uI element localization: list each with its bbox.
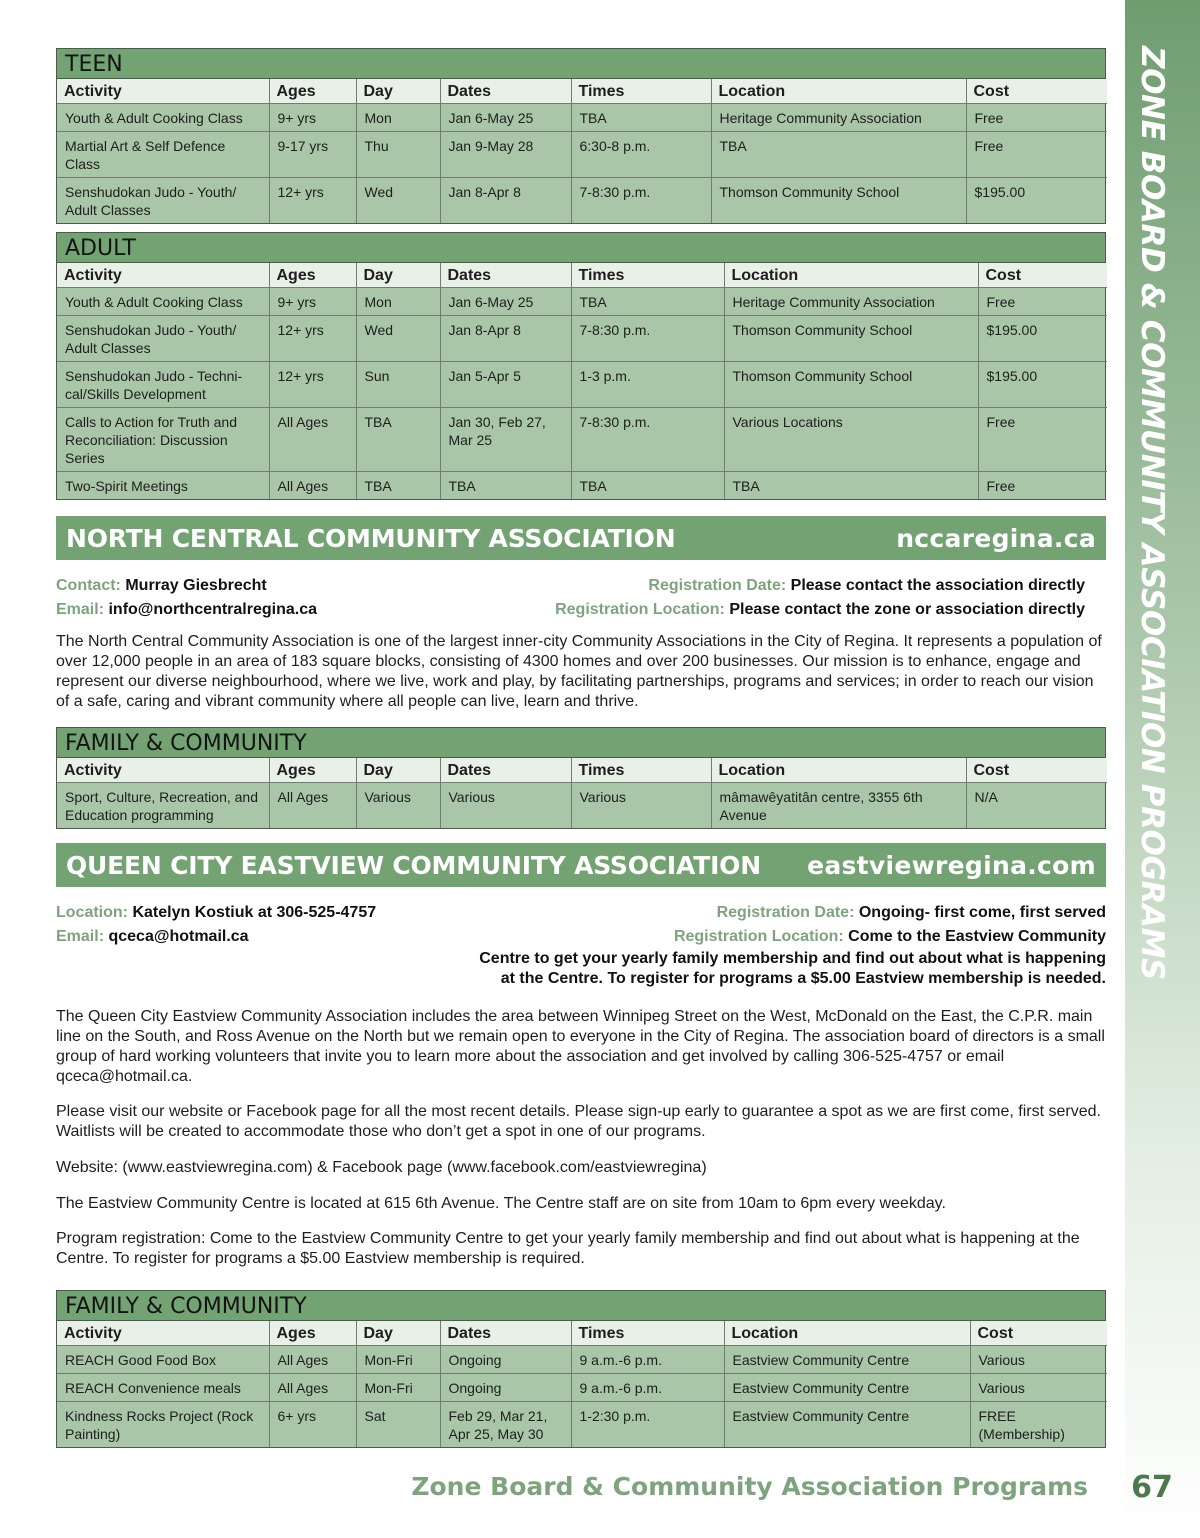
qceca-registration-location-cont-2: at the Centre. To register for programs a $5.00 Eastview membership is needed. <box>500 970 1106 987</box>
reg-date-value: Ongoing- first come, first served <box>858 904 1106 921</box>
program-grid <box>57 263 1107 499</box>
activity-cell: REACH Convenience meals <box>57 1373 269 1401</box>
day-cell: Mon-Fri <box>356 1345 440 1373</box>
column-header-location: Location <box>724 1321 970 1345</box>
table-row <box>57 471 1107 499</box>
table-row <box>57 177 1107 223</box>
column-header-activity: Activity <box>57 263 269 287</box>
ncca-registration-location <box>555 598 1085 622</box>
cost-cell: Various <box>970 1373 1107 1401</box>
table-row <box>57 103 1107 131</box>
location-cell: Various Locations <box>724 407 978 471</box>
activity-cell: Youth & Adult Cooking Class <box>57 287 269 315</box>
ages-cell: All Ages <box>269 782 356 828</box>
qceca-banner <box>56 843 1106 887</box>
day-cell: TBA <box>356 471 440 499</box>
times-cell: TBA <box>571 471 724 499</box>
ages-cell: 9+ yrs <box>269 287 356 315</box>
cost-cell: Free <box>966 131 1107 177</box>
ages-cell: 12+ yrs <box>269 177 356 223</box>
column-header-ages: Ages <box>269 263 356 287</box>
day-cell: Various <box>356 782 440 828</box>
table-title: FAMILY & COMMUNITY <box>57 1291 1105 1321</box>
column-header-times: Times <box>571 1321 724 1345</box>
ncca-contact <box>56 574 267 598</box>
column-header-ages: Ages <box>269 79 356 103</box>
column-header-cost: Cost <box>978 263 1107 287</box>
reg-date-value: Please contact the association directly <box>790 577 1085 594</box>
table-title: ADULT <box>57 233 1105 263</box>
ages-cell: 9-17 yrs <box>269 131 356 177</box>
ncca-description: The North Central Community Association is one of the largest inner-city Community Associations in the City of Regina. It represents a population of over 12,000 people in an area of 183 square blocks, consisting of 4300 homes and over 200 businesses. Our mission is to enhance, engage and represent our diverse neighbourhood, where we live, work and play, by facilitating partnerships, programs and services; in order to reach our vision of a safe, caring and vibrant community where all people can live, learn and thrive. <box>56 633 1102 710</box>
day-cell: Mon-Fri <box>356 1373 440 1401</box>
location-cell: Thomson Community School <box>724 361 978 407</box>
day-cell: Wed <box>356 315 440 361</box>
ages-cell: All Ages <box>269 407 356 471</box>
dates-cell: Jan 8-Apr 8 <box>440 177 571 223</box>
contact-label: Contact: <box>56 577 121 594</box>
table-row <box>57 782 1107 828</box>
dates-cell: Jan 6-May 25 <box>440 287 571 315</box>
column-header-dates: Dates <box>440 1321 571 1345</box>
day-cell: Wed <box>356 177 440 223</box>
header-row <box>57 1321 1107 1345</box>
column-header-dates: Dates <box>440 758 571 782</box>
column-header-cost: Cost <box>970 1321 1107 1345</box>
program-grid <box>57 1321 1107 1447</box>
qceca-program-table <box>56 1290 1106 1448</box>
times-cell: 1-3 p.m. <box>571 361 724 407</box>
ages-cell: 12+ yrs <box>269 315 356 361</box>
times-cell: 6:30-8 p.m. <box>571 131 711 177</box>
dates-cell: Jan 6-May 25 <box>440 103 571 131</box>
ages-cell: All Ages <box>269 1373 356 1401</box>
day-cell: Sun <box>356 361 440 407</box>
column-header-cost: Cost <box>966 758 1107 782</box>
dates-cell: Jan 8-Apr 8 <box>440 315 571 361</box>
column-header-activity: Activity <box>57 758 269 782</box>
times-cell: 7-8:30 p.m. <box>571 177 711 223</box>
ages-cell: 12+ yrs <box>269 361 356 407</box>
dates-cell: Jan 5-Apr 5 <box>440 361 571 407</box>
column-header-times: Times <box>571 79 711 103</box>
cost-cell: Free <box>978 407 1107 471</box>
cost-cell: N/A <box>966 782 1107 828</box>
column-header-location: Location <box>711 79 966 103</box>
day-cell: TBA <box>356 407 440 471</box>
column-header-activity: Activity <box>57 1321 269 1345</box>
column-header-dates: Dates <box>440 263 571 287</box>
ncca-banner <box>56 516 1106 560</box>
qceca-email <box>56 925 249 949</box>
times-cell: 9 a.m.-6 p.m. <box>571 1345 724 1373</box>
ncca-title: NORTH CENTRAL COMMUNITY ASSOCIATION <box>66 524 676 553</box>
dates-cell: Ongoing <box>440 1345 571 1373</box>
activity-cell: Sport, Culture, Recreation, and Education programming <box>57 782 269 828</box>
qceca-location <box>56 901 376 925</box>
qceca-title: QUEEN CITY EASTVIEW COMMUNITY ASSOCIATION <box>66 851 761 880</box>
email-label: Email: <box>56 928 105 945</box>
qceca-registration-location-cont-1: Centre to get your yearly family membership and find out about what is happening <box>479 950 1106 967</box>
side-section-title: ZONE BOARD & COMMUNITY ASSOCIATION PROGRAMS <box>1134 46 1170 980</box>
column-header-location: Location <box>724 263 978 287</box>
activity-cell: Senshudokan Judo - Techni-cal/Skills Development <box>57 361 269 407</box>
column-header-dates: Dates <box>440 79 571 103</box>
table-row <box>57 407 1107 471</box>
cost-cell: Free <box>978 471 1107 499</box>
ages-cell: All Ages <box>269 1345 356 1373</box>
table-row <box>57 361 1107 407</box>
reg-date-label: Registration Date: <box>716 904 855 921</box>
header-row <box>57 79 1107 103</box>
page-number: 67 <box>1131 1470 1173 1505</box>
location-cell: Eastview Community Centre <box>724 1345 970 1373</box>
contact-value: Murray Giesbrecht <box>125 577 267 594</box>
table-row <box>57 1373 1107 1401</box>
location-value: Katelyn Kostiuk at 306-525-4757 <box>132 904 377 921</box>
times-cell: TBA <box>571 103 711 131</box>
column-header-day: Day <box>356 1321 440 1345</box>
reg-date-label: Registration Date: <box>648 577 787 594</box>
activity-cell: REACH Good Food Box <box>57 1345 269 1373</box>
header-row <box>57 758 1107 782</box>
times-cell: 9 a.m.-6 p.m. <box>571 1373 724 1401</box>
day-cell: Thu <box>356 131 440 177</box>
program-grid <box>57 758 1107 828</box>
activity-cell: Calls to Action for Truth and Reconciliation: Discussion Series <box>57 407 269 471</box>
times-cell: TBA <box>571 287 724 315</box>
program-grid <box>57 79 1107 223</box>
qceca-registration-date <box>717 901 1106 925</box>
cost-cell: FREE (Membership) <box>970 1401 1107 1447</box>
email-label: Email: <box>56 601 105 618</box>
dates-cell: Ongoing <box>440 1373 571 1401</box>
location-cell: Thomson Community School <box>724 315 978 361</box>
location-cell: Heritage Community Association <box>711 103 966 131</box>
table-row <box>57 287 1107 315</box>
activity-cell: Youth & Adult Cooking Class <box>57 103 269 131</box>
location-label: Location: <box>56 904 128 921</box>
cost-cell: $195.00 <box>978 315 1107 361</box>
email-value[interactable]: qceca@hotmail.ca <box>108 928 249 945</box>
day-cell: Mon <box>356 287 440 315</box>
table-row <box>57 1345 1107 1373</box>
cost-cell: Free <box>978 287 1107 315</box>
activity-cell: Senshudokan Judo - Youth/ Adult Classes <box>57 177 269 223</box>
day-cell: Mon <box>356 103 440 131</box>
ages-cell: 9+ yrs <box>269 103 356 131</box>
ncca-website-link[interactable]: nccaregina.ca <box>896 524 1096 553</box>
cost-cell: $195.00 <box>978 361 1107 407</box>
dates-cell: Feb 29, Mar 21, Apr 25, May 30 <box>440 1401 571 1447</box>
table-row <box>57 131 1107 177</box>
location-cell: mâmawêyatitân centre, 3355 6th Avenue <box>711 782 966 828</box>
table-title: TEEN <box>57 49 1105 79</box>
times-cell: 7-8:30 p.m. <box>571 407 724 471</box>
qceca-paragraph: Program registration: Come to the Eastview Community Centre to get your yearly family membership and find out about what is happening at the Centre. To register for programs a $5.00 Eastview membership is required. <box>56 1230 1080 1267</box>
column-header-ages: Ages <box>269 758 356 782</box>
ages-cell: All Ages <box>269 471 356 499</box>
times-cell: 1-2:30 p.m. <box>571 1401 724 1447</box>
table-row <box>57 315 1107 361</box>
reg-location-label: Registration Location: <box>673 928 844 945</box>
reg-location-value: Please contact the zone or association directly <box>729 601 1085 618</box>
location-cell: Heritage Community Association <box>724 287 978 315</box>
ncca-email <box>56 598 317 622</box>
location-cell: Eastview Community Centre <box>724 1401 970 1447</box>
column-header-day: Day <box>356 79 440 103</box>
teen-program-table <box>56 48 1106 224</box>
dates-cell: Jan 30, Feb 27, Mar 25 <box>440 407 571 471</box>
times-cell: Various <box>571 782 711 828</box>
dates-cell: Jan 9-May 28 <box>440 131 571 177</box>
column-header-ages: Ages <box>269 1321 356 1345</box>
activity-cell: Kindness Rocks Project (Rock Painting) <box>57 1401 269 1447</box>
table-row <box>57 1401 1107 1447</box>
ncca-registration-date <box>648 574 1085 598</box>
cost-cell: Free <box>966 103 1107 131</box>
ncca-program-table <box>56 727 1106 829</box>
cost-cell: $195.00 <box>966 177 1107 223</box>
column-header-times: Times <box>571 758 711 782</box>
cost-cell: Various <box>970 1345 1107 1373</box>
location-cell: TBA <box>724 471 978 499</box>
activity-cell: Martial Art & Self Defence Class <box>57 131 269 177</box>
qceca-paragraph: The Eastview Community Centre is located at 615 6th Avenue. The Centre staff are on site from 10am to 6pm every weekday. <box>56 1195 946 1212</box>
ages-cell: 6+ yrs <box>269 1401 356 1447</box>
dates-cell: TBA <box>440 471 571 499</box>
qceca-paragraph: Website: (www.eastviewregina.com) & Facebook page (www.facebook.com/eastviewregina) <box>56 1159 707 1176</box>
column-header-day: Day <box>356 758 440 782</box>
footer-title: Zone Board & Community Association Programs <box>411 1472 1088 1501</box>
times-cell: 7-8:30 p.m. <box>571 315 724 361</box>
reg-location-value: Come to the Eastview Community <box>848 928 1106 945</box>
adult-program-table <box>56 232 1106 500</box>
column-header-location: Location <box>711 758 966 782</box>
qceca-paragraph: Please visit our website or Facebook page for all the most recent details. Please sign-up early to guarantee a spot as we are first come, first served. Waitlists will be created to accommodate those who don’t get a spot in one of our programs. <box>56 1103 1101 1140</box>
dates-cell: Various <box>440 782 571 828</box>
column-header-times: Times <box>571 263 724 287</box>
table-title: FAMILY & COMMUNITY <box>57 728 1105 758</box>
location-cell: Thomson Community School <box>711 177 966 223</box>
day-cell: Sat <box>356 1401 440 1447</box>
column-header-day: Day <box>356 263 440 287</box>
location-cell: TBA <box>711 131 966 177</box>
reg-location-label: Registration Location: <box>555 601 725 618</box>
column-header-activity: Activity <box>57 79 269 103</box>
activity-cell: Senshudokan Judo - Youth/ Adult Classes <box>57 315 269 361</box>
activity-cell: Two-Spirit Meetings <box>57 471 269 499</box>
location-cell: Eastview Community Centre <box>724 1373 970 1401</box>
qceca-registration-location <box>674 925 1106 949</box>
email-value[interactable]: info@northcentralregina.ca <box>108 601 317 618</box>
column-header-cost: Cost <box>966 79 1107 103</box>
qceca-paragraph: The Queen City Eastview Community Association includes the area between Winnipeg Street on the West, McDonald on the East, the C.P.R. main line on the South, and Ross Avenue on the North but we remain open to everyone in the City of Regina. The association board of directors is a small group of hard working volunteers that invite you to learn more about the association and get involved by calling 306-525-4757 or email qceca@hotmail.ca. <box>56 1008 1105 1085</box>
header-row <box>57 263 1107 287</box>
qceca-website-link[interactable]: eastviewregina.com <box>807 851 1096 880</box>
